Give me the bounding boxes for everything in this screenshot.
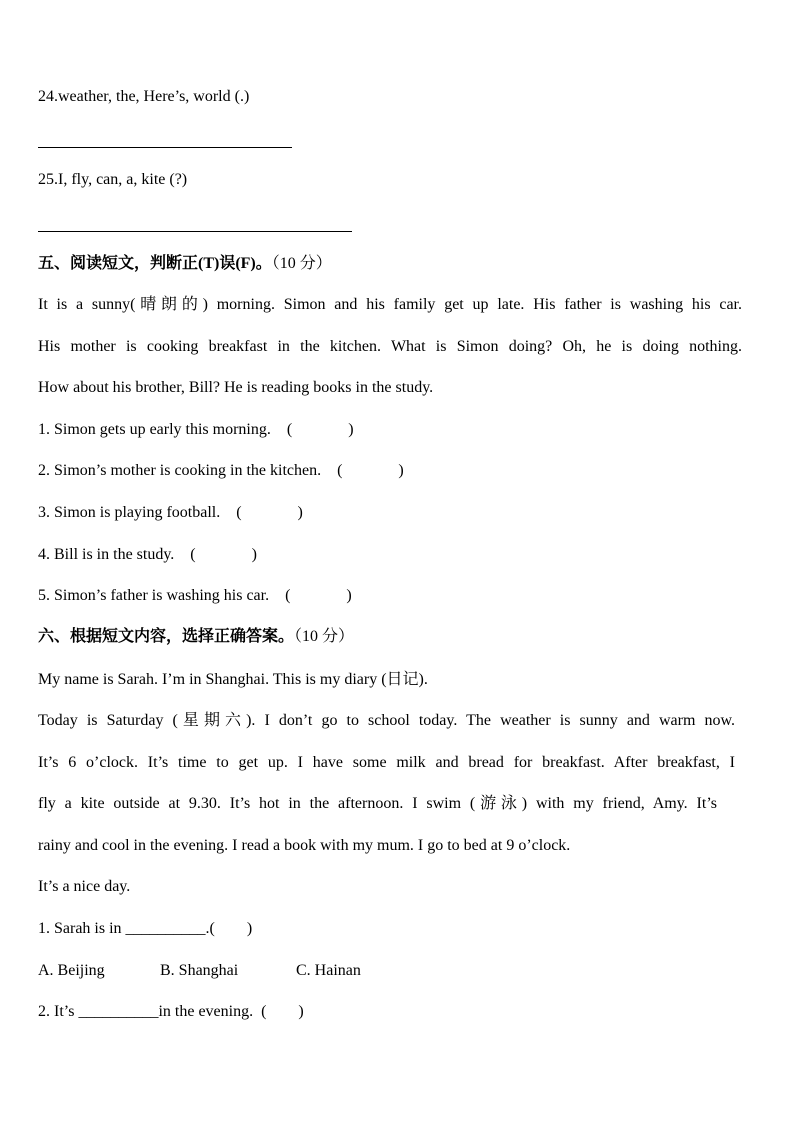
- section-6-question-1: 1. Sarah is in __________.( ): [38, 920, 253, 937]
- option-a: A. Beijing: [38, 962, 105, 979]
- section-6-score: （10 分）: [294, 628, 355, 645]
- section-5-passage-line-3: How about his brother, Bill? He is reading books in the study.: [38, 379, 434, 396]
- question-25: 25.I, fly, can, a, kite (?): [38, 171, 188, 188]
- section-6-passage-line-1: My name is Sarah. I’m in Shanghai. This is my diary (日记).: [38, 671, 428, 688]
- option-b: B. Shanghai: [160, 962, 239, 979]
- section-5-passage-line-1: It is a sunny(晴朗的) morning. Simon and his family get up late. His father is washing his car.: [38, 296, 742, 313]
- section-5-heading: [38, 254, 332, 274]
- question-24: 24.weather, the, Here’s, world (.): [38, 88, 250, 105]
- section-6-question-2: 2. It’s __________in the evening. ( ): [38, 1003, 304, 1020]
- answer-line-24: [38, 147, 292, 148]
- section-6-passage-line-5: rainy and cool in the evening. I read a book with my mum. I go to bed at 9 o’clock.: [38, 837, 571, 854]
- option-c: C. Hainan: [296, 962, 361, 979]
- section-6-passage-line-3: It’s 6 o’clock. It’s time to get up. I have some milk and bread for breakfast. After breakfast, I: [38, 754, 735, 771]
- section-5-title: 五、阅读短文，判断正(T)误(F)。: [38, 255, 272, 272]
- section-5-passage-line-2: His mother is cooking breakfast in the kitchen. What is Simon doing? Oh, he is doing nothing.: [38, 338, 742, 355]
- section-5-item-5: 5. Simon’s father is washing his car. ( ): [38, 587, 352, 604]
- section-6-passage-line-2: Today is Saturday (星期六). I don’t go to school today. The weather is sunny and warm now.: [38, 712, 735, 729]
- section-5-item-4: 4. Bill is in the study. ( ): [38, 546, 257, 563]
- section-5-item-1: 1. Simon gets up early this morning. ( ): [38, 421, 354, 438]
- answer-line-25: [38, 231, 352, 232]
- section-5-item-2: 2. Simon’s mother is cooking in the kitchen. ( ): [38, 462, 404, 479]
- section-6-heading: [38, 627, 354, 647]
- section-5-score: （10 分）: [271, 255, 332, 272]
- section-6-title: 六、根据短文内容，选择正确答案。: [38, 628, 295, 645]
- section-6-question-1-options: [38, 961, 361, 981]
- section-6-passage-line-6: It’s a nice day.: [38, 878, 131, 895]
- section-6-passage-line-4: fly a kite outside at 9.30. It’s hot in the afternoon. I swim (游泳) with my friend, Amy. It’s: [38, 795, 717, 812]
- section-5-item-3: 3. Simon is playing football. ( ): [38, 504, 303, 521]
